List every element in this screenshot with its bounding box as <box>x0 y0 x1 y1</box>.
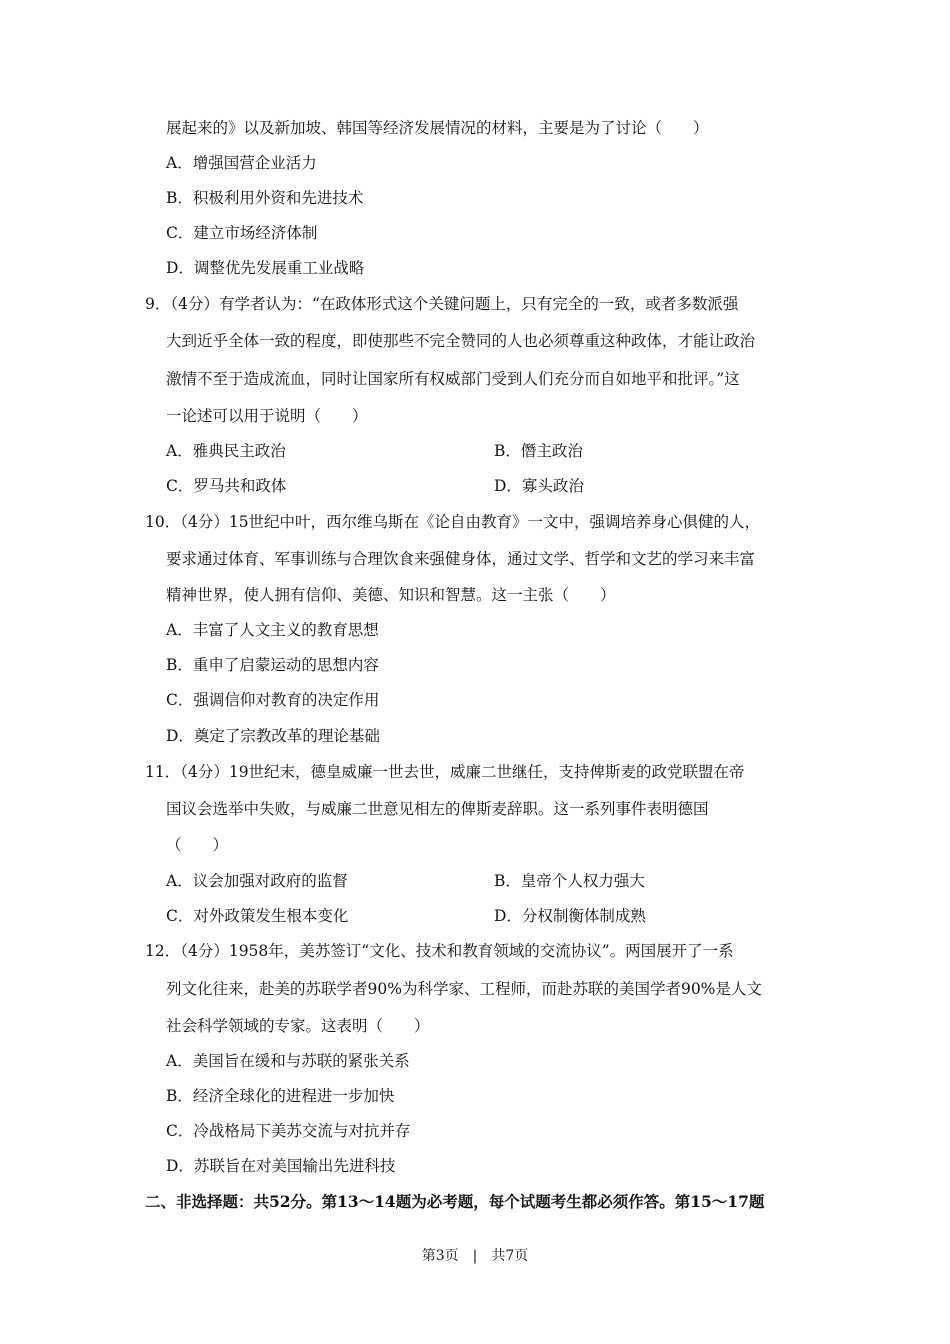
q11-option-c: C．对外政策发生根本变化 <box>166 907 349 925</box>
q10-line-1: 10．（4分）15世纪中叶，西尔维乌斯在《论自由教育》一文中，强调培养身心俱健的人， <box>145 513 761 531</box>
q9-line-2: 大到近乎全体一致的程度，即使那些不完全赞同的人也必须尊重这种政体，才能让政治 <box>166 332 756 350</box>
q12-option-b: B．经济全球化的进程进一步加快 <box>166 1087 395 1105</box>
q8-option-b: B．积极利用外资和先进技术 <box>166 189 364 207</box>
q12-line-2: 列文化往来，赴美的苏联学者90%为科学家、工程师，而赴苏联的美国学者90%是人文 <box>166 980 762 998</box>
q9-option-a: A．雅典民主政治 <box>166 442 286 460</box>
q12-option-a: A．美国旨在缓和与苏联的紧张关系 <box>166 1052 410 1070</box>
q12-option-c: C．冷战格局下美苏交流与对抗并存 <box>166 1122 411 1140</box>
q10-line-2: 要求通过体育、军事训练与合理饮食来强健身体，通过文学、哲学和文艺的学习来丰富 <box>166 550 756 568</box>
q11-line-2: 国议会选举中失败，与威廉二世意见相左的俾斯麦辞职。这一系列事件表明德国 <box>166 800 709 818</box>
q11-option-d: D．分权制衡体制成熟 <box>494 907 646 925</box>
q11-option-a: A．议会加强对政府的监督 <box>166 872 348 890</box>
q8-option-d: D．调整优先发展重工业战略 <box>166 259 365 277</box>
q10-option-a: A．丰富了人文主义的教育思想 <box>166 621 379 639</box>
q9-line-3: 激情不至于造成流血，同时让国家所有权威部门受到人们充分而自如地平和批评。”这 <box>166 370 740 388</box>
q10-line-3: 精神世界，使人拥有信仰、美德、知识和智慧。这一主张（ ） <box>166 586 616 604</box>
q10-option-c: C．强调信仰对教育的决定作用 <box>166 691 380 709</box>
q9-option-c: C．罗马共和政体 <box>166 477 287 495</box>
q11-line-3: （ ） <box>166 836 229 854</box>
q12-line-1: 12．（4分）1958年，美苏签订“文化、技术和教育领域的交流协议”。两国展开了一系 <box>145 942 734 960</box>
section-2-heading: 二、非选择题：共52分。第13～14题为必考题，每个试题考生都必须作答。第15～17题 <box>145 1192 765 1211</box>
q8-stem-tail: 展起来的》以及新加坡、韩国等经济发展情况的材料，主要是为了讨论（ ） <box>166 119 709 137</box>
q10-option-b: B．重申了启蒙运动的思想内容 <box>166 656 379 674</box>
q9-line-4: 一论述可以用于说明（ ） <box>166 407 368 425</box>
q12-option-d: D．苏联旨在对美国输出先进科技 <box>166 1157 396 1175</box>
q8-option-c: C．建立市场经济体制 <box>166 224 318 242</box>
q8-option-a: A．增强国营企业活力 <box>166 154 317 172</box>
q12-line-3: 社会科学领域的专家。这表明（ ） <box>166 1017 430 1035</box>
q11-option-b: B．皇帝个人权力强大 <box>494 872 645 890</box>
q9-option-b: B．僭主政治 <box>494 442 583 460</box>
q9-option-d: D．寡头政治 <box>494 477 584 495</box>
page-footer: 第3页 | 共7页 <box>421 1248 529 1264</box>
q11-line-1: 11．（4分）19世纪末，德皇威廉一世去世，威廉二世继任，支持俾斯麦的政党联盟在帝 <box>145 763 745 781</box>
q10-option-d: D．奠定了宗教改革的理论基础 <box>166 727 380 745</box>
q9-line-1: 9．（4分）有学者认为：“在政体形式这个关键问题上，只有完全的一致，或者多数派强 <box>145 295 739 313</box>
